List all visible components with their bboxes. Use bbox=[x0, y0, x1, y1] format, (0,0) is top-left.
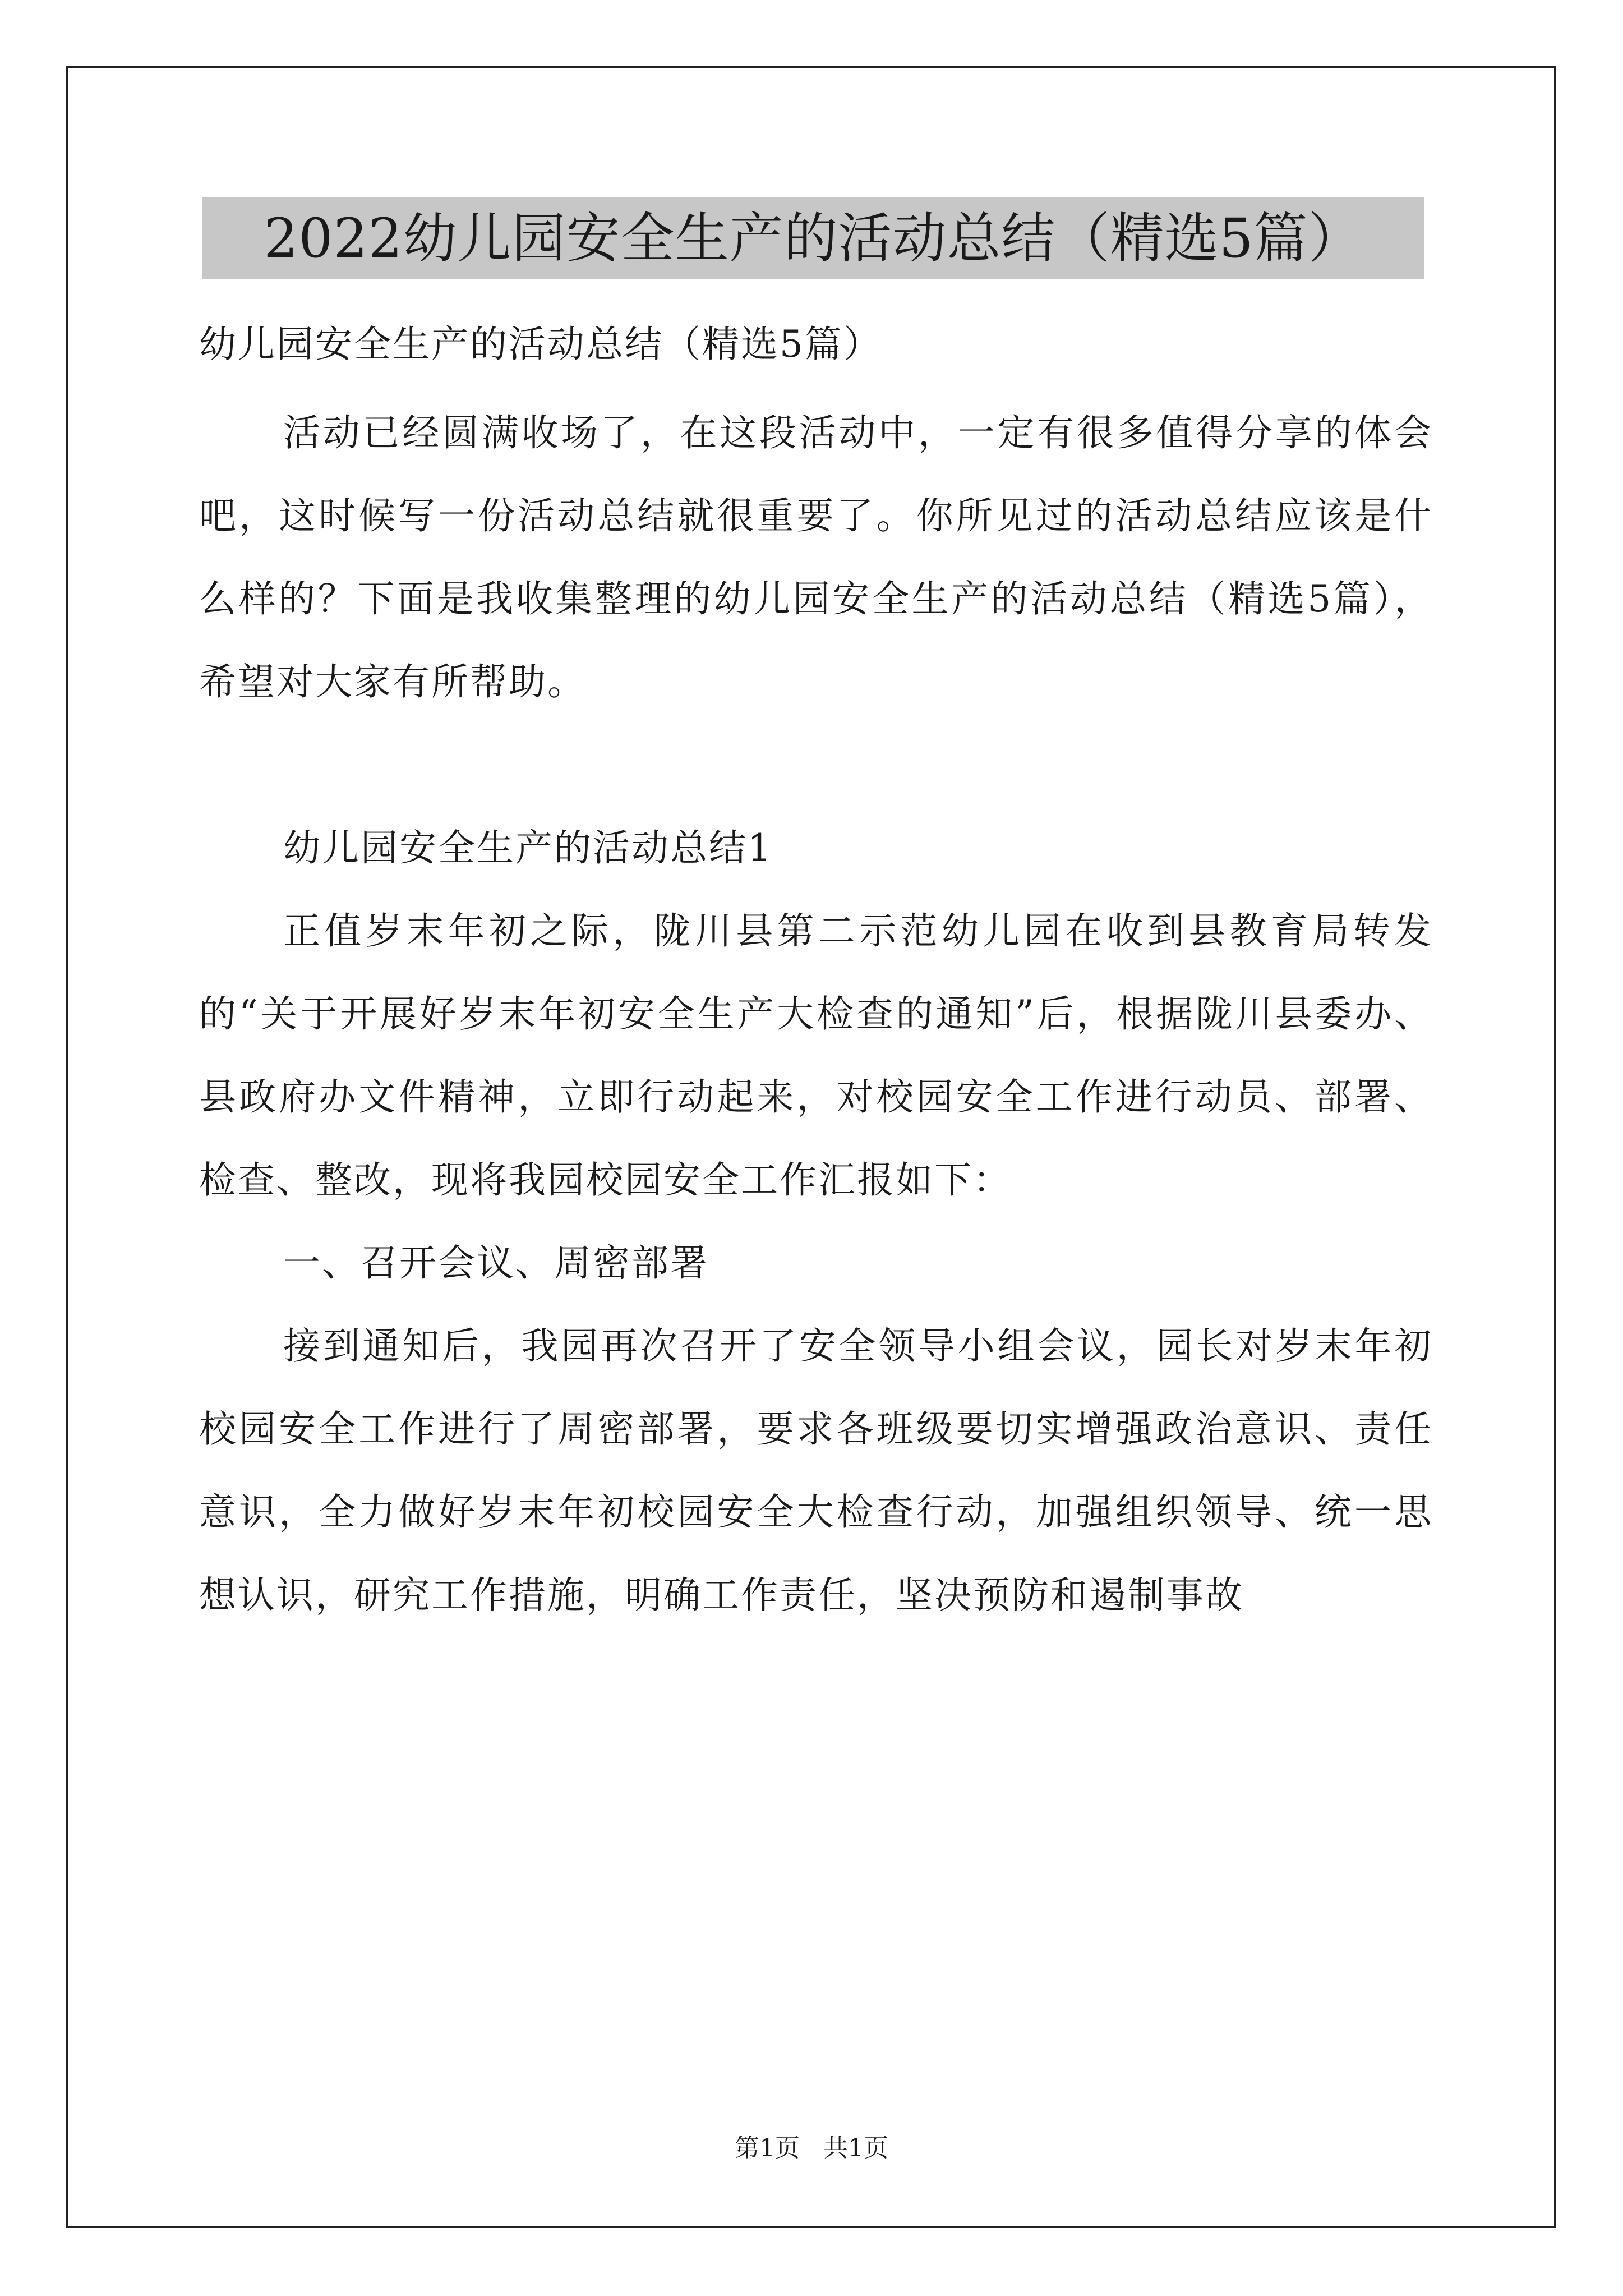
page-footer: 第1页 共1页 bbox=[735, 2134, 888, 2162]
document-title: 2022幼儿园安全生产的活动总结（精选5篇） bbox=[264, 207, 1363, 270]
document-subtitle: 幼儿园安全生产的活动总结（精选5篇） bbox=[199, 323, 882, 366]
paragraph-gap bbox=[199, 724, 1433, 807]
paragraph-2: 接到通知后，我园再次召开了安全领导小组会议，园长对岁末年初校园安全工作进行了周密部署，要求各班级要切实增强政治意识、责任意识，全力做好岁末年初校园安全大检查行动，加强组织领导、统一思想认识，研究工作措施，明确工作责任，坚决预防和遏制事故 bbox=[199, 1324, 1433, 1617]
title-highlight bbox=[202, 197, 1424, 279]
subheading-1: 一、召开会议、周密部署 bbox=[283, 1241, 709, 1285]
document-body bbox=[199, 303, 1433, 1637]
section-heading: 幼儿园安全生产的活动总结1 bbox=[283, 826, 773, 869]
intro-paragraph: 活动已经圆满收场了，在这段活动中，一定有很多值得分享的体会吧，这时候写一份活动总结就很重要了。你所见过的活动总结应该是什么样的？下面是我收集整理的幼儿园安全生产的活动总结（精选5篇），希望对大家有所帮助。 bbox=[199, 411, 1433, 703]
paragraph-1: 正值岁末年初之际，陇川县第二示范幼儿园在收到县教育局转发的“关于开展好岁末年初安全生产大检查的通知”后，根据陇川县委办、县政府办文件精神，立即行动起来，对校园安全工作进行动员、部署、检查、整改，现将我园校园安全工作汇报如下： bbox=[199, 909, 1433, 1202]
